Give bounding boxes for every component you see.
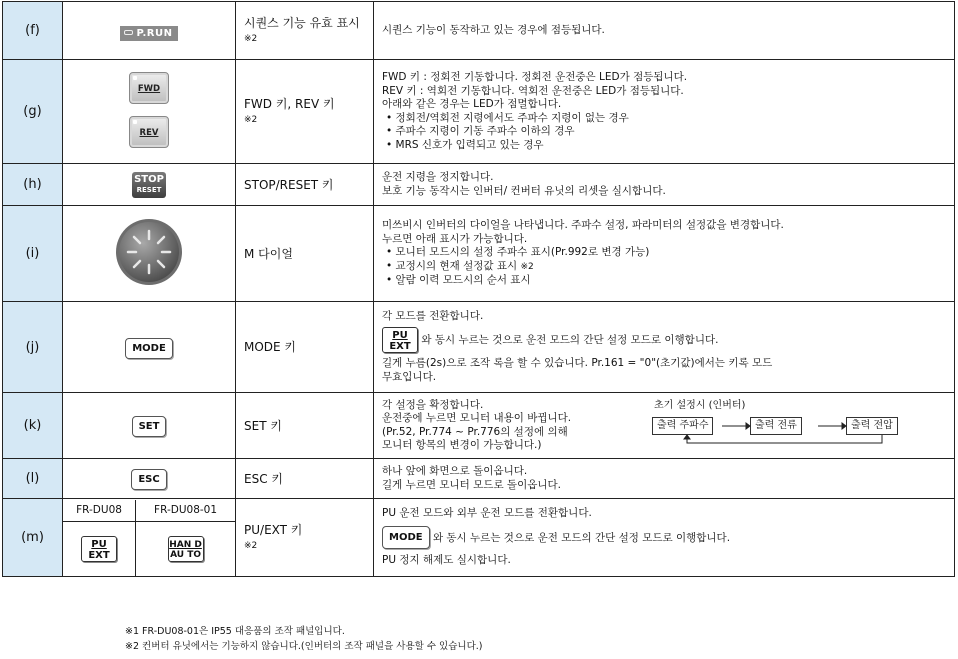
description-line: 누르면 아래 표시가 가능합니다. — [382, 232, 528, 245]
item-name: ESC 키 — [236, 459, 374, 499]
item-name: PU/EXT 키 — [244, 522, 303, 537]
description-line: 무효입니다. — [382, 370, 437, 383]
description-line: • 교정시의 현재 설정값 표시 — [386, 259, 521, 272]
pu-ext-key-icon: PU EXT — [382, 327, 418, 353]
item-name: FWD 키, REV 키 — [244, 96, 335, 111]
item-name: M 다이얼 — [236, 206, 374, 302]
flow-box: 출력 전류 — [750, 417, 802, 435]
function-table — [2, 1, 955, 577]
footnote-ref: ※2 — [520, 261, 534, 272]
table-row — [3, 60, 955, 164]
description-line: 모니터 항목의 변경이 가능합니다.) — [382, 439, 542, 451]
item-name: 시퀀스 기능 유효 표시 — [244, 15, 360, 30]
description-line: 각 모드를 전환합니다. — [382, 309, 484, 322]
description-line: FWD 키 : 정회전 기동합니다. 정회전 운전중은 LED가 점등됩니다. — [382, 71, 688, 83]
mode-key-icon: MODE — [125, 338, 173, 359]
m-dial-icon — [114, 217, 184, 287]
model-name: FR-DU08 — [63, 500, 136, 522]
table-row — [3, 393, 955, 459]
description-line: 미쓰비시 인버터의 다이얼을 나타냅니다. 주파수 설정, 파라미터의 설정값을 변경합니다. — [382, 219, 784, 232]
description-line: 운전중에 누르면 모니터 내용이 바뀝니다. — [382, 412, 572, 424]
row-id: (l) — [3, 459, 63, 499]
row-id: (f) — [3, 2, 63, 60]
description-line: PU 운전 모드와 외부 운전 모드를 전환합니다. — [382, 507, 592, 520]
description-line: • 알람 이력 모드시의 순서 표시 — [386, 274, 531, 287]
mode-key-icon: MODE — [382, 526, 430, 550]
hand-auto-key-icon: HAN D AU TO — [168, 536, 204, 562]
table-row — [3, 302, 955, 393]
table-row — [3, 459, 955, 499]
row-id: (g) — [3, 60, 63, 164]
table-row — [3, 499, 955, 577]
monitor-flow-diagram — [652, 399, 942, 449]
row-id: (k) — [3, 393, 63, 459]
description-line: • 모니터 모드시의 설정 주파수 표시(Pr.992로 변경 가능) — [386, 246, 650, 259]
pu-ext-key-icon: PU EXT — [81, 536, 117, 562]
flow-box: 출력 전압 — [846, 417, 898, 435]
table-row — [3, 164, 955, 206]
description-line: 와 동시 누르는 것으로 운전 모드의 간단 설정 모드로 이행합니다. — [432, 531, 731, 544]
description-line: 운전 지령을 정지합니다. — [382, 171, 494, 183]
description-line: 보호 기능 동작시는 인버터/ 컨버터 유닛의 리셋을 실시합니다. — [382, 184, 666, 197]
item-note: ※2 — [244, 33, 258, 44]
description-line: REV 키 : 역회전 기동합니다. 역회전 운전중은 LED가 점등됩니다. — [382, 84, 684, 97]
description-line: (Pr.52, Pr.774 ~ Pr.776의 설정에 의해 — [382, 425, 568, 438]
flow-title: 초기 설정시 (인버터) — [654, 399, 746, 411]
row-id: (i) — [3, 206, 63, 302]
model-name: FR-DU08-01 — [136, 500, 235, 522]
prun-indicator-icon: P.RUN — [120, 26, 179, 41]
rev-key-icon: REV — [129, 116, 169, 148]
footnote: ※1 FR-DU08-01은 IP55 대응품의 조작 패널입니다. — [125, 626, 345, 637]
item-name: STOP/RESET 키 — [236, 164, 374, 206]
stop-reset-key-icon: STOP RESET — [132, 172, 166, 198]
flow-box: 출력 주파수 — [652, 417, 713, 435]
row-id: (m) — [3, 499, 63, 577]
row-id: (h) — [3, 164, 63, 206]
table-row — [3, 206, 955, 302]
item-note: ※2 — [244, 540, 258, 551]
description-line: PU 정지 해제도 실시합니다. — [382, 554, 511, 567]
description-line: 아래와 같은 경우는 LED가 점멸합니다. — [382, 98, 562, 110]
description-line: 하나 앞에 화면으로 돌이옵니다. — [382, 465, 528, 477]
footnote: ※2 컨버터 유닛에서는 기능하지 않습니다.(인버터의 조작 패널을 사용할 수 있습니다.) — [125, 641, 483, 652]
esc-key-icon: ESC — [131, 469, 166, 490]
item-name: SET 키 — [236, 393, 374, 459]
description-line: • MRS 신호가 입력되고 있는 경우 — [386, 138, 544, 151]
item-name: MODE 키 — [236, 302, 374, 393]
description-line: 와 동시 누르는 것으로 운전 모드의 간단 설정 모드로 이행합니다. — [421, 334, 719, 347]
set-key-icon: SET — [132, 416, 167, 437]
table-row — [3, 2, 955, 60]
row-id: (j) — [3, 302, 63, 393]
description-line: 각 설정을 확정합니다. — [382, 398, 484, 411]
description-line: 길게 누름(2s)으로 조작 록을 할 수 있습니다. Pr.161 = "0"(초기값)에서는 키록 모드 — [382, 357, 773, 370]
description-line: • 정회전/역회전 지령에서도 주파수 지령이 없는 경우 — [386, 111, 629, 124]
footnotes — [125, 624, 482, 654]
description-line: • 주파수 지령이 기동 주파수 이하의 경우 — [386, 125, 575, 137]
description-line: 길게 누르면 모니터 모드로 돌이옵니다. — [382, 478, 561, 491]
description-line: 시퀀스 기능이 동작하고 있는 경우에 점등됩니다. — [382, 23, 605, 36]
item-note: ※2 — [244, 114, 258, 125]
flow-arrows — [652, 399, 942, 449]
fwd-key-icon: FWD — [129, 72, 169, 104]
